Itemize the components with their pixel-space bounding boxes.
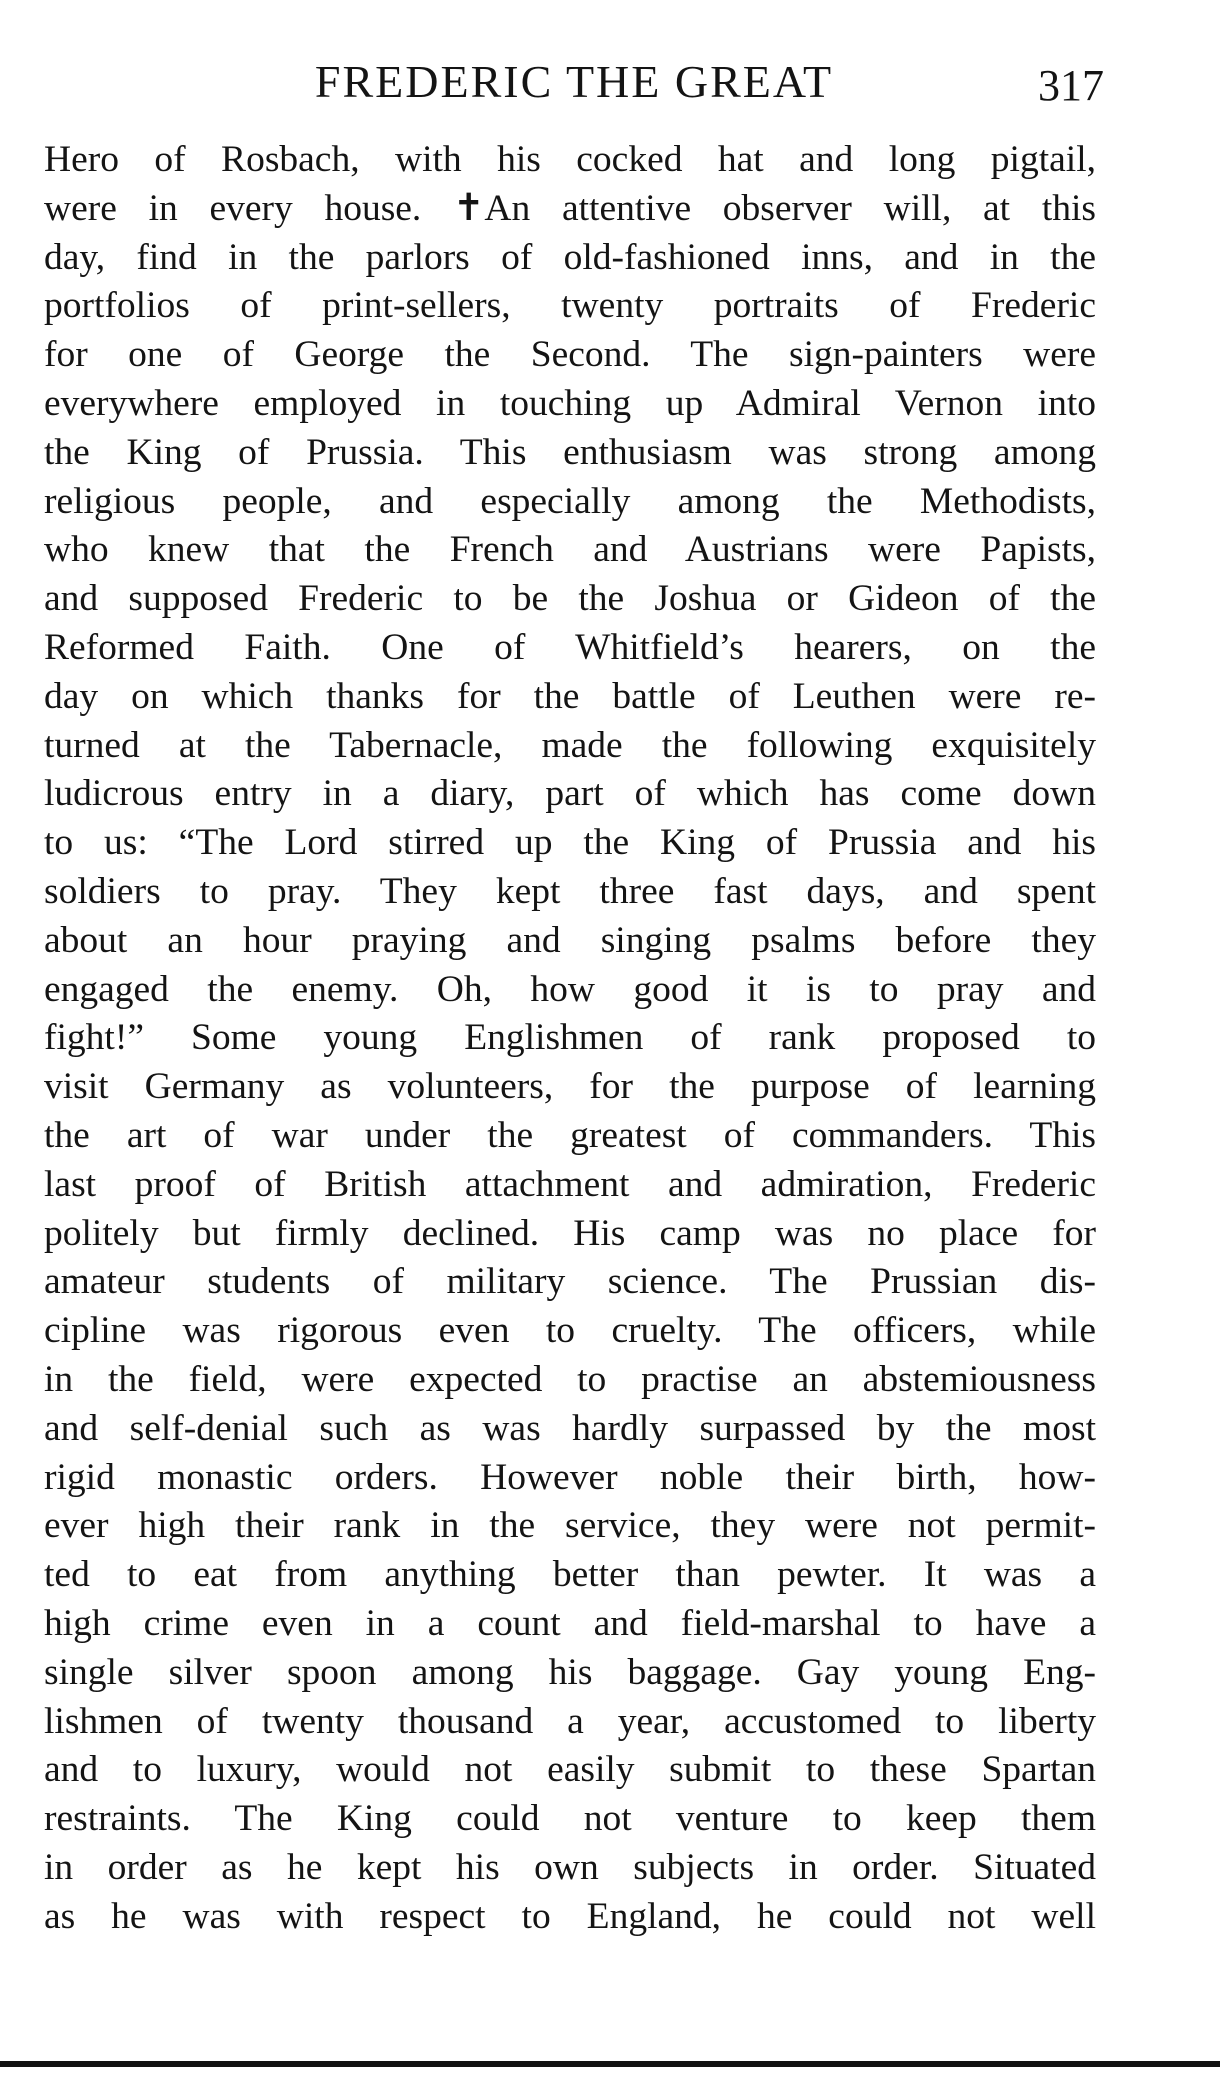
text-line: turned at the Tabernacle, made the following exquisitely xyxy=(44,724,1096,766)
text-line: politely but firmly declined. His camp was no place for xyxy=(44,1212,1096,1254)
text-line: rigid monastic orders. However noble their birth, how- xyxy=(44,1456,1096,1498)
body-text xyxy=(44,136,1096,1941)
text-line: day, find in the parlors of old-fashioned inns, and in the xyxy=(44,236,1096,278)
text-line: to us: “The Lord stirred up the King of Prussia and his xyxy=(44,822,1096,864)
text-line: in the field, were expected to practise an abstemiousness xyxy=(44,1358,1096,1400)
text-line: everywhere employed in touching up Admiral Vernon into xyxy=(44,382,1096,424)
text-line: engaged the enemy. Oh, how good it is to pray and xyxy=(44,968,1096,1010)
text-line: portfolios of print-sellers, twenty portraits of Frederic xyxy=(44,285,1096,327)
text-line: and to luxury, would not easily submit to these Spartan xyxy=(44,1749,1096,1791)
running-title: FREDERIC THE GREAT xyxy=(314,56,834,107)
text-line: lishmen of twenty thousand a year, accustomed to liberty xyxy=(44,1700,1096,1742)
page-number: 317 xyxy=(1038,61,1104,110)
text-line: soldiers to pray. They kept three fast days, and spent xyxy=(44,870,1096,912)
text-line: Hero of Rosbach, with his cocked hat and long pigtail, xyxy=(44,139,1096,180)
text-line: in order as he kept his own subjects in order. Situated xyxy=(44,1846,1096,1888)
text-line: about an hour praying and singing psalms before they xyxy=(44,919,1096,961)
bottom-rule xyxy=(0,2061,1220,2067)
text-line: visit Germany as volunteers, for the purpose of learning xyxy=(44,1066,1096,1108)
text-line: day on which thanks for the battle of Leuthen were re- xyxy=(44,675,1096,717)
text-line: religious people, and especially among the Methodists, xyxy=(44,480,1096,522)
text-line: as he was with respect to England, he could not well xyxy=(44,1895,1096,1937)
text-line: were in every house. ✝An attentive observer will, at this xyxy=(44,187,1096,229)
text-line: high crime even in a count and field-marshal to have a xyxy=(44,1602,1096,1644)
text-line: last proof of British attachment and admiration, Frederic xyxy=(44,1163,1096,1205)
text-line: who knew that the French and Austrians were Papists, xyxy=(44,529,1096,571)
text-line: and self-denial such as was hardly surpassed by the most xyxy=(44,1407,1096,1449)
text-line: amateur students of military science. The Prussian dis- xyxy=(44,1261,1096,1303)
text-line: for one of George the Second. The sign-painters were xyxy=(44,334,1096,376)
text-line: single silver spoon among his baggage. Gay young Eng- xyxy=(44,1651,1096,1693)
text-line: the art of war under the greatest of commanders. This xyxy=(44,1114,1096,1156)
text-line: the King of Prussia. This enthusiasm was strong among xyxy=(44,431,1096,473)
text-line: and supposed Frederic to be the Joshua or Gideon of the xyxy=(44,578,1096,620)
text-line: restraints. The King could not venture to keep them xyxy=(44,1798,1096,1840)
text-line: ted to eat from anything better than pewter. It was a xyxy=(44,1554,1096,1596)
text-line: Reformed Faith. One of Whitfield’s hearers, on the xyxy=(44,626,1096,668)
text-line: ever high their rank in the service, they were not permit- xyxy=(44,1505,1096,1547)
page-header xyxy=(44,52,1104,112)
text-line: fight!” Some young Englishmen of rank proposed to xyxy=(44,1017,1096,1059)
text-line: ludicrous entry in a diary, part of which has come down xyxy=(44,773,1096,815)
text-line: cipline was rigorous even to cruelty. The officers, while xyxy=(44,1310,1096,1352)
